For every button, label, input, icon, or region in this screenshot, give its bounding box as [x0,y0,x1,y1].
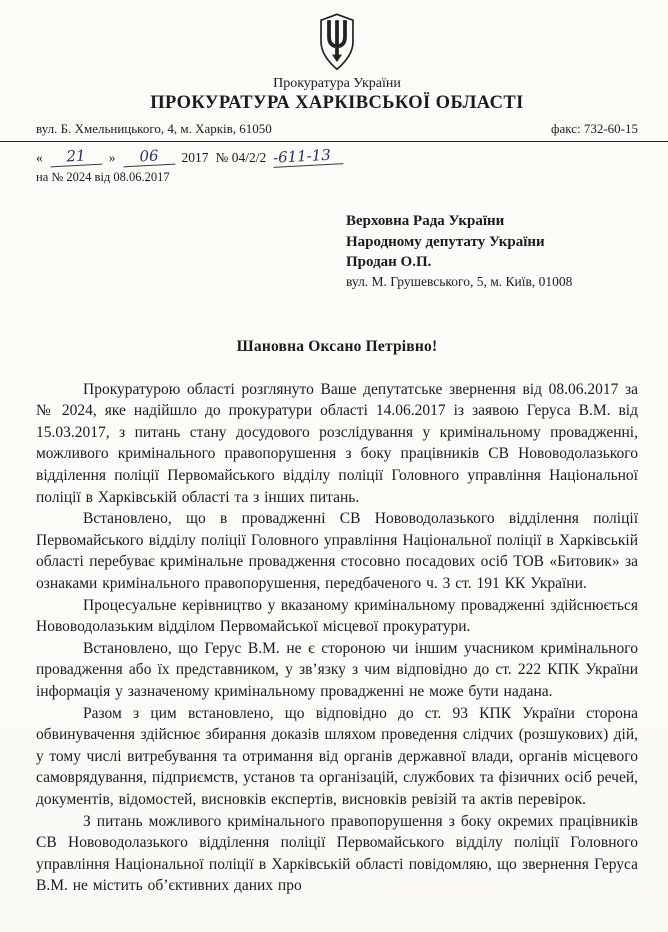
quote-open: « [36,150,43,165]
recipient-block [346,211,638,292]
body-paragraph: Процесуальне керівництво у вказаному кримінальному провадженні здійснюється Нововодолазьким відділом Первомайської місцевої прокуратури. [36,596,638,636]
handwritten-day: 21 [49,146,102,168]
trident-emblem-icon [316,12,358,72]
reference-line [36,147,638,166]
address-row [36,121,638,137]
letter-body [36,379,638,897]
body-paragraph: З питань можливого кримінального правопорушення з боку окремих працівників СВ Нововодолазького відділення поліції Первомайського відділу поліції Головного управління Національної поліції в Харківській області повідомляю, що звернення Геруса В.М. не містить об’єктивних даних про [36,812,638,895]
reply-reference: на № 2024 від 08.06.2017 [36,170,170,184]
handwritten-month: 06 [122,146,175,168]
emblem-wrap [36,12,638,72]
header-divider [0,141,668,142]
quote-close: » [108,150,116,165]
recipient-line-2: Народному депутату України [346,233,545,250]
org-name-country: Прокуратура України [273,76,401,91]
ref-number-label: № 04/2/2 [215,150,267,165]
recipient-address: вул. М. Грушевського, 5, м. Київ, 01008 [346,274,573,290]
body-paragraph: Встановлено, що Герус В.М. не є стороною чи іншим учасником кримінального провадження або їх представником, у зв’язку з чим відповідно до ст. 222 КПК України інформація у зазначеному кримінальному провадженні не може бути надана. [36,639,638,700]
org-fax: факс: 732-60-15 [551,121,638,136]
body-paragraph: Встановлено, що в провадженні СВ Нововодолазького відділення поліції Первомайського відділу поліції Головного управління Національної поліції в Харківській області перебуває кримінальне провадження стосовно посадових осіб ТОВ «Битовик» за ознаками кримінального правопорушення, передбаченого ч. 3 ст. 191 КК України. [36,510,638,593]
org-name-main: ПРОКУРАТУРА ХАРКІВСЬКОЇ ОБЛАСТІ [150,93,524,113]
recipient-name: Продан О.П. [346,254,432,271]
recipient-line-1: Верховна Рада України [346,213,505,229]
org-address: вул. Б. Хмельницького, 4, м. Харків, 61050 [36,121,272,136]
ref-year: 2017 [181,150,209,165]
body-paragraph: Разом з цим встановлено, що відповідно до ст. 93 КПК України сторона обвинувачення здійснює збирання доказів шляхом проведення слідчих (розшукових) дій, у тому числі витребування та отримання від органів державної влади, органів місцевого самоврядування, підприємств, установ та організацій, службових та фізичних осіб речей, документів, відомостей, висновків експертів, висновків ревізій та актів перевірок. [36,704,638,808]
handwritten-ref-number: -611-13 [273,145,344,168]
body-paragraph: Прокуратурою області розглянуто Ваше депутатське звернення від 08.06.2017 за № 2024, яке надійшло до прокуратури області 14.06.2017 із заявою Геруса В.М. від 15.03.2017, з питань стану досудового розслідування у кримінальному провадженні, можливого кримінального правопорушення з боку працівників СВ Нововодолазького відділення поліції Первомайського відділу поліції Головного управління Національної поліції в Харківській області та з інших питань. [36,380,638,506]
salutation: Шановна Оксано Петрівно! [236,337,438,355]
